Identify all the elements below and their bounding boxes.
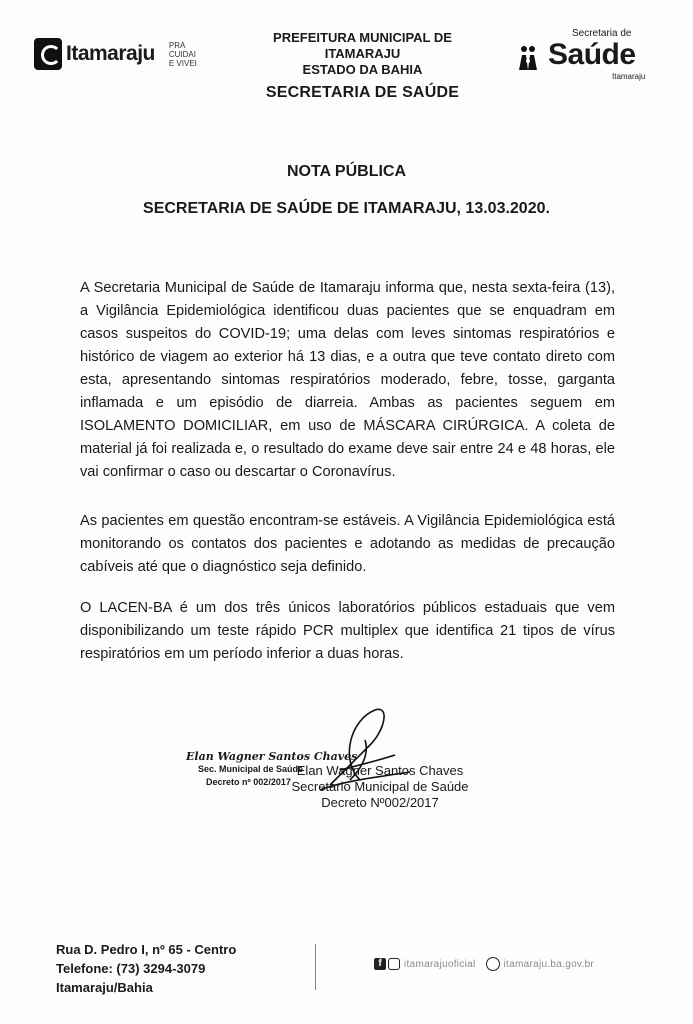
stamp-decree: Decreto nº 002/2017 <box>206 777 291 787</box>
footer-address <box>56 940 236 997</box>
signature-typed <box>280 763 480 811</box>
family-icon <box>518 44 538 72</box>
facebook-icon: f <box>374 958 386 970</box>
paragraph: As pacientes em questão encontram-se estáveis. A Vigilância Epidemiológica está monitorando os contatos dos pacientes e adotando as medidas de precaução cabíveis até que o diagnóstico seja definido. <box>80 513 615 575</box>
letterhead-line: ESTADO DA BAHIA <box>302 62 423 77</box>
letterhead-line: PREFEITURA MUNICIPAL DE <box>273 30 452 45</box>
address-line: Rua D. Pedro I, nº 65 - Centro <box>56 942 237 957</box>
stamp-name: Elan Wagner Santos Chaves <box>186 750 358 763</box>
social-handle: itamarajuoficial <box>404 958 476 970</box>
phone-line: Telefone: (73) 3294-3079 <box>56 961 206 976</box>
paragraph: A Secretaria Municipal de Saúde de Itamaraju informa que, nesta sexta-feira (13), a Vigilância Epidemiológica identificou duas pacientes que se enquadram em casos suspeitos do COVID-19; uma delas com leves sintomas respiratórios e histórico de viagem ao exterior há 13 dias, e a outra que teve contato direto com esta, apresentando sintomas respiratórios moderado, febre, tosse, garganta inflamada e um episódio de diarreia. Ambas as pacientes seguem em ISOLAMENTO DOMICILIAR, em uso de MÁSCARA CIRÚRGICA. A coleta de material já foi realizada e, o resultado do exame deve sair entre 24 e 48 horas, ele vai confirmar o caso ou descartar o Coronavírus. <box>80 280 615 480</box>
logo-name: Itamaraju <box>66 42 155 65</box>
city-line: Itamaraju/Bahia <box>56 980 153 995</box>
document-title: NOTA PÚBLICA <box>286 163 407 180</box>
itamaraju-logo <box>34 38 197 70</box>
department-title: SECRETARIA DE SAÚDE <box>265 84 460 101</box>
letterhead <box>220 30 505 102</box>
itamaraju-logo-icon <box>34 38 62 70</box>
saude-logo <box>512 28 662 81</box>
website: itamaraju.ba.gov.br <box>503 958 595 970</box>
footer-social <box>374 957 594 971</box>
signer-decree: Decreto Nº002/2017 <box>321 795 439 810</box>
saude-logo-city: Itamaraju <box>612 72 646 81</box>
signer-name: Elan Wagner Santos Chaves <box>296 763 464 778</box>
letterhead-line: ITAMARAJU <box>324 46 401 61</box>
logo-tagline: PRA CUIDAI E VIVEI <box>168 40 197 68</box>
footer-divider <box>315 944 316 990</box>
instagram-icon <box>388 958 400 970</box>
stamp-role: Sec. Municipal de Saúde <box>198 764 304 774</box>
saude-logo-small: Secretaria de <box>572 28 632 39</box>
globe-icon <box>486 957 500 971</box>
paragraph: O LACEN-BA é um dos três únicos laboratórios públicos estaduais que vem disponibilizando um teste rápido PCR multiplex que identifica 21 tipos de vírus respiratórios em um período inferior a duas horas. <box>80 600 615 662</box>
saude-logo-big: Saúde <box>548 38 636 71</box>
document-subtitle: SECRETARIA DE SAÚDE DE ITAMARAJU, 13.03.2020. <box>143 200 550 217</box>
signer-role: Secretário Municipal de Saúde <box>291 779 469 794</box>
